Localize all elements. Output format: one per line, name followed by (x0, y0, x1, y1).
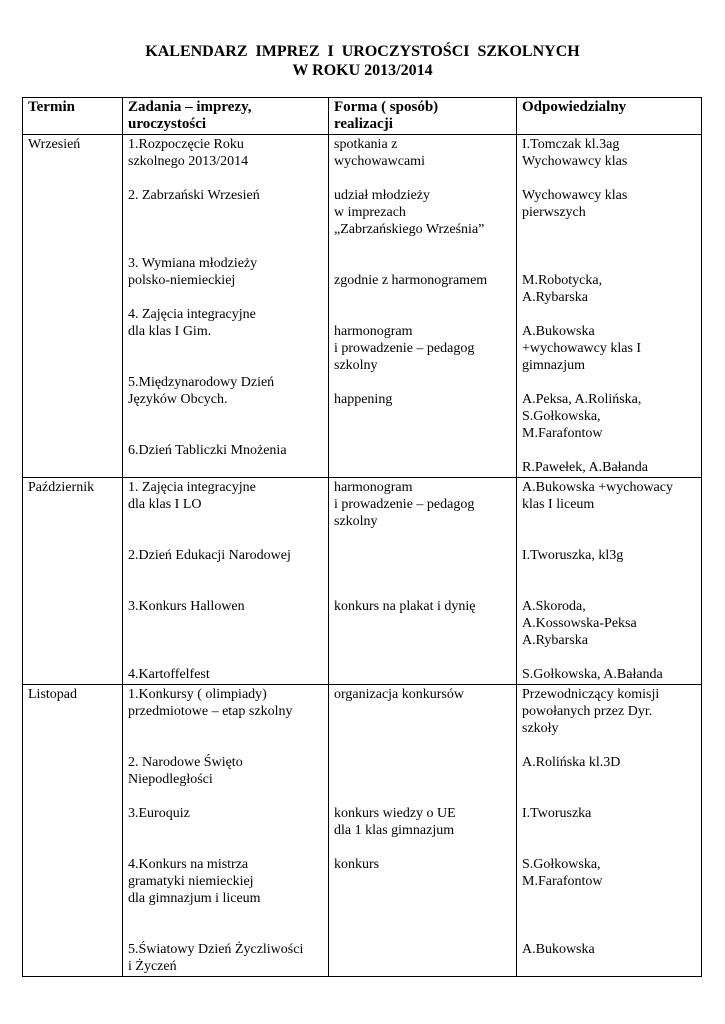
table-row-pazdziernik (23, 478, 702, 685)
header-odpowiedzialny: Odpowiedzialny (517, 98, 702, 135)
header-forma: Forma ( sposób) realizacji (329, 98, 517, 135)
cell-termin: Listopad (23, 685, 123, 977)
cell-forma: organizacja konkursów konkurs wiedzy o UE dla 1 klas gimnazjum konkurs (329, 685, 517, 977)
title-line-1: KALENDARZ IMPREZ I UROCZYSTOŚCI SZKOLNYCH (145, 43, 580, 60)
cell-termin: Październik (23, 478, 123, 685)
title-line-2: W ROKU 2013/2014 (292, 62, 433, 79)
cell-odpowiedzialny: I.Tomczak kl.3ag Wychowawcy klas Wychowawcy klas pierwszych M.Robotycka, A.Rybarska A.Bukowska +wychowawcy klas I gimnazjum A.Peksa, A.Rolińska, S.Gołkowska, M.Farafontow R.Pawełek, A.Bałanda (517, 135, 702, 478)
cell-forma: harmonogram i prowadzenie – pedagog szkolny konkurs na plakat i dynię (329, 478, 517, 685)
table-row-listopad (23, 685, 702, 977)
header-termin: Termin (23, 98, 123, 135)
cell-forma: spotkania z wychowawcami udział młodzieży w imprezach „Zabrzańskiego Września” zgodnie z harmonogramem harmonogram i prowadzenie – pedagog szkolny happening (329, 135, 517, 478)
cell-odpowiedzialny: Przewodniczący komisji powołanych przez Dyr. szkoły A.Rolińska kl.3D I.Tworuszka S.Gołkowska, M.Farafontow A.Bukowska (517, 685, 702, 977)
table-header-row (23, 98, 702, 135)
header-zadania: Zadania – imprezy, uroczystości (123, 98, 329, 135)
document-title (0, 42, 725, 80)
cell-termin: Wrzesień (23, 135, 123, 478)
cell-odpowiedzialny: A.Bukowska +wychowacy klas I liceum I.Tworuszka, kl3g A.Skoroda, A.Kossowska-Peksa A.Rybarska S.Gołkowska, A.Bałanda (517, 478, 702, 685)
calendar-table (22, 97, 702, 977)
table-row-wrzesien (23, 135, 702, 478)
cell-zadania: 1. Zajęcia integracyjne dla klas I LO 2.Dzień Edukacji Narodowej 3.Konkurs Hallowen 4.Kartoffelfest (123, 478, 329, 685)
cell-zadania: 1.Rozpoczęcie Roku szkolnego 2013/2014 2. Zabrzański Wrzesień 3. Wymiana młodzieży polsko-niemieckiej 4. Zajęcia integracyjne dla klas I Gim. 5.Międzynarodowy Dzień Języków Obcych. 6.Dzień Tabliczki Mnożenia (123, 135, 329, 478)
cell-zadania: 1.Konkursy ( olimpiady) przedmiotowe – etap szkolny 2. Narodowe Święto Niepodległości 3.Euroquiz 4.Konkurs na mistrza gramatyki niemieckiej dla gimnazjum i liceum 5.Światowy Dzień Życzliwości i Życzeń (123, 685, 329, 977)
